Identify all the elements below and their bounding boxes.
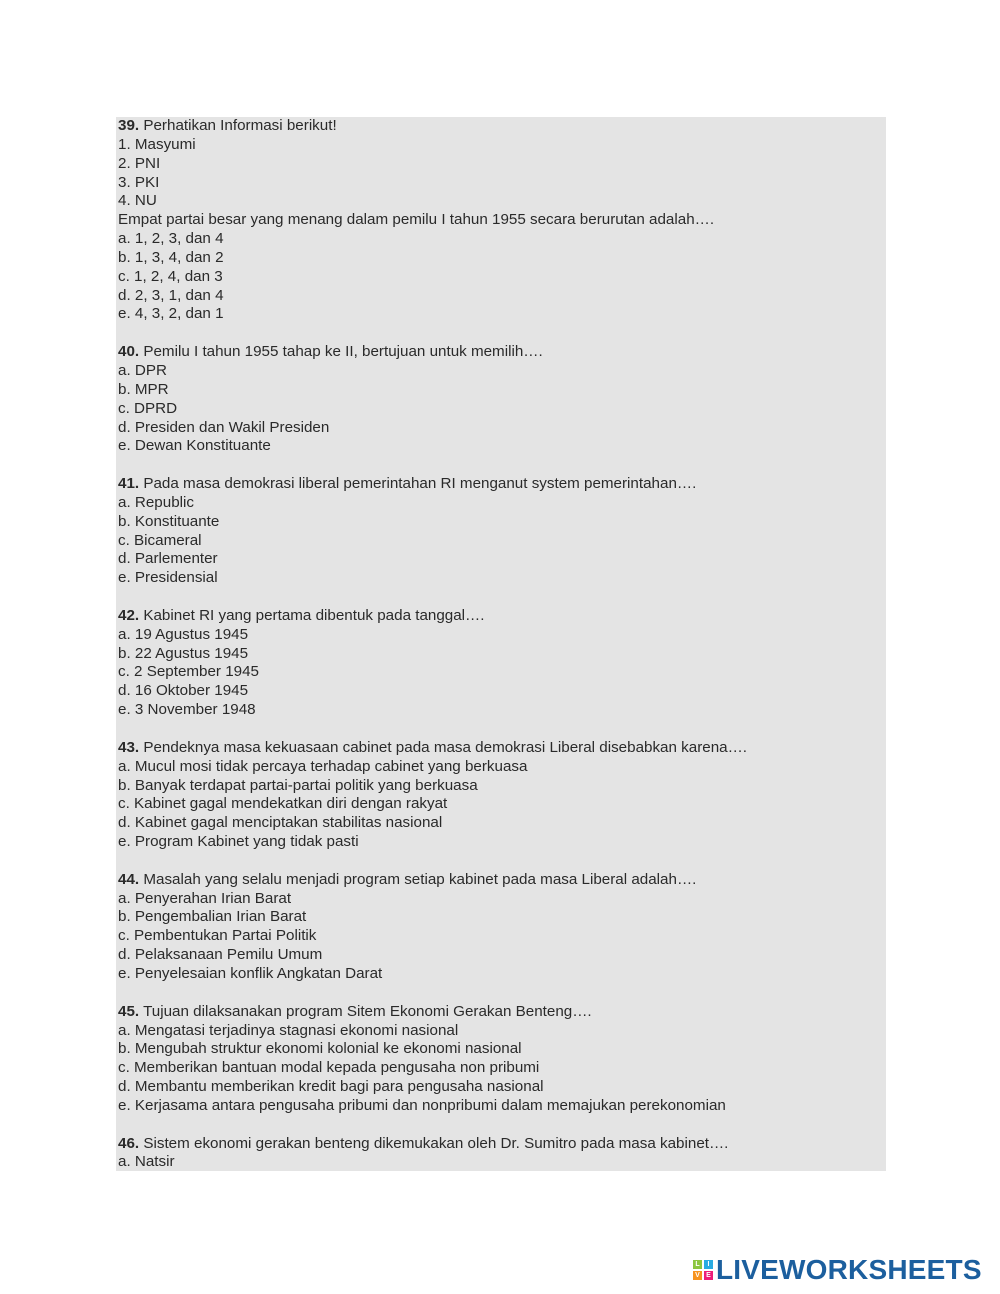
question-list — [118, 117, 883, 1191]
answer-option[interactable]: a. Natsir — [118, 1153, 175, 1171]
answer-option[interactable]: d. 2, 3, 1, dan 4 — [118, 286, 224, 304]
question-text: Pendeknya masa kekuasaan cabinet pada masa demokrasi Liberal disebabkan karena…. — [143, 738, 748, 756]
answer-option[interactable]: c. DPRD — [118, 399, 178, 417]
question-stem — [118, 607, 883, 626]
logo-block: L — [693, 1260, 702, 1269]
question-text: Masalah yang selalu menjadi program setiap kabinet pada masa Liberal adalah…. — [143, 870, 697, 888]
question-info-line: Empat partai besar yang menang dalam pemilu I tahun 1955 secara berurutan adalah…. — [118, 211, 715, 229]
answer-option[interactable]: d. Membantu memberikan kredit bagi para pengusaha nasional — [118, 1078, 544, 1096]
question-42 — [118, 607, 883, 720]
question-info-line: 2. PNI — [118, 154, 161, 172]
question-46 — [118, 1135, 883, 1173]
question-number: 44. — [118, 870, 140, 888]
answer-option[interactable]: b. MPR — [118, 380, 169, 398]
question-number: 40. — [118, 343, 140, 361]
answer-option[interactable]: e. Presidensial — [118, 569, 218, 587]
question-stem — [118, 1003, 883, 1022]
answer-option[interactable]: a. 19 Agustus 1945 — [118, 625, 249, 643]
answer-option[interactable]: b. 1, 3, 4, dan 2 — [118, 248, 224, 266]
question-info-line: 4. NU — [118, 192, 157, 210]
answer-option[interactable]: b. 22 Agustus 1945 — [118, 644, 249, 662]
answer-option[interactable]: b. Konstituante — [118, 512, 220, 530]
question-number: 46. — [118, 1134, 140, 1152]
question-info-line: 1. Masyumi — [118, 135, 196, 153]
answer-option[interactable]: c. Bicameral — [118, 531, 202, 549]
question-45 — [118, 1003, 883, 1116]
question-text: Tujuan dilaksanakan program Sitem Ekonomi Gerakan Benteng…. — [143, 1002, 592, 1020]
question-40 — [118, 343, 883, 456]
answer-option[interactable]: d. Pelaksanaan Pemilu Umum — [118, 946, 323, 964]
answer-option[interactable]: e. Dewan Konstituante — [118, 437, 271, 455]
question-43 — [118, 739, 883, 852]
answer-option[interactable]: a. DPR — [118, 361, 167, 379]
answer-option[interactable]: e. Penyelesaian konflik Angkatan Darat — [118, 964, 383, 982]
answer-option[interactable]: a. Mucul mosi tidak percaya terhadap cabinet yang berkuasa — [118, 757, 528, 775]
question-number: 42. — [118, 606, 140, 624]
answer-option[interactable]: d. Presiden dan Wakil Presiden — [118, 418, 330, 436]
answer-option[interactable]: c. Kabinet gagal mendekatkan diri dengan rakyat — [118, 795, 448, 813]
answer-option[interactable]: e. 4, 3, 2, dan 1 — [118, 305, 224, 323]
question-stem — [118, 739, 883, 758]
answer-option[interactable]: d. 16 Oktober 1945 — [118, 682, 249, 700]
answer-option[interactable]: e. Program Kabinet yang tidak pasti — [118, 833, 359, 851]
question-text: Perhatikan Informasi berikut! — [143, 117, 337, 134]
question-stem — [118, 1135, 883, 1154]
answer-option[interactable]: b. Mengubah struktur ekonomi kolonial ke ekonomi nasional — [118, 1040, 522, 1058]
answer-option[interactable]: e. Kerjasama antara pengusaha pribumi dan nonpribumi dalam memajukan perekonomian — [118, 1096, 726, 1114]
question-text: Pemilu I tahun 1955 tahap ke II, bertujuan untuk memilih…. — [143, 343, 543, 361]
question-number: 45. — [118, 1002, 140, 1020]
question-41 — [118, 475, 883, 588]
question-stem — [118, 117, 883, 136]
answer-option[interactable]: d. Parlementer — [118, 550, 218, 568]
answer-option[interactable]: e. 3 November 1948 — [118, 701, 256, 719]
question-info-line: 3. PKI — [118, 173, 160, 191]
question-text: Pada masa demokrasi liberal pemerintahan RI menganut system pemerintahan…. — [143, 475, 697, 493]
logo-text: LIVEWORKSHEETS — [716, 1254, 982, 1285]
logo-block: V — [693, 1271, 702, 1280]
answer-option[interactable]: d. Kabinet gagal menciptakan stabilitas nasional — [118, 814, 443, 832]
logo-blocks-icon — [693, 1260, 713, 1280]
question-44 — [118, 871, 883, 984]
answer-option[interactable]: a. 1, 2, 3, dan 4 — [118, 230, 224, 248]
question-number: 39. — [118, 117, 140, 134]
liveworksheets-logo — [693, 1254, 982, 1286]
question-number: 43. — [118, 738, 140, 756]
question-number: 41. — [118, 475, 140, 493]
answer-option[interactable]: c. 2 September 1945 — [118, 663, 259, 681]
answer-option[interactable]: a. Penyerahan Irian Barat — [118, 889, 292, 907]
question-text: Sistem ekonomi gerakan benteng dikemukakan oleh Dr. Sumitro pada masa kabinet…. — [143, 1134, 729, 1152]
answer-option[interactable]: a. Mengatasi terjadinya stagnasi ekonomi nasional — [118, 1021, 459, 1039]
answer-option[interactable]: c. 1, 2, 4, dan 3 — [118, 267, 223, 285]
answer-option[interactable]: c. Pembentukan Partai Politik — [118, 927, 317, 945]
question-39 — [118, 117, 883, 324]
question-stem — [118, 871, 883, 890]
logo-block: I — [704, 1260, 713, 1269]
answer-option[interactable]: a. Republic — [118, 493, 194, 511]
logo-block: E — [704, 1271, 713, 1280]
answer-option[interactable]: b. Pengembalian Irian Barat — [118, 908, 307, 926]
question-stem — [118, 475, 883, 494]
answer-option[interactable]: c. Memberikan bantuan modal kepada pengusaha non pribumi — [118, 1059, 540, 1077]
question-stem — [118, 343, 883, 362]
answer-option[interactable]: b. Banyak terdapat partai-partai politik yang berkuasa — [118, 776, 478, 794]
question-text: Kabinet RI yang pertama dibentuk pada tanggal…. — [143, 606, 485, 624]
